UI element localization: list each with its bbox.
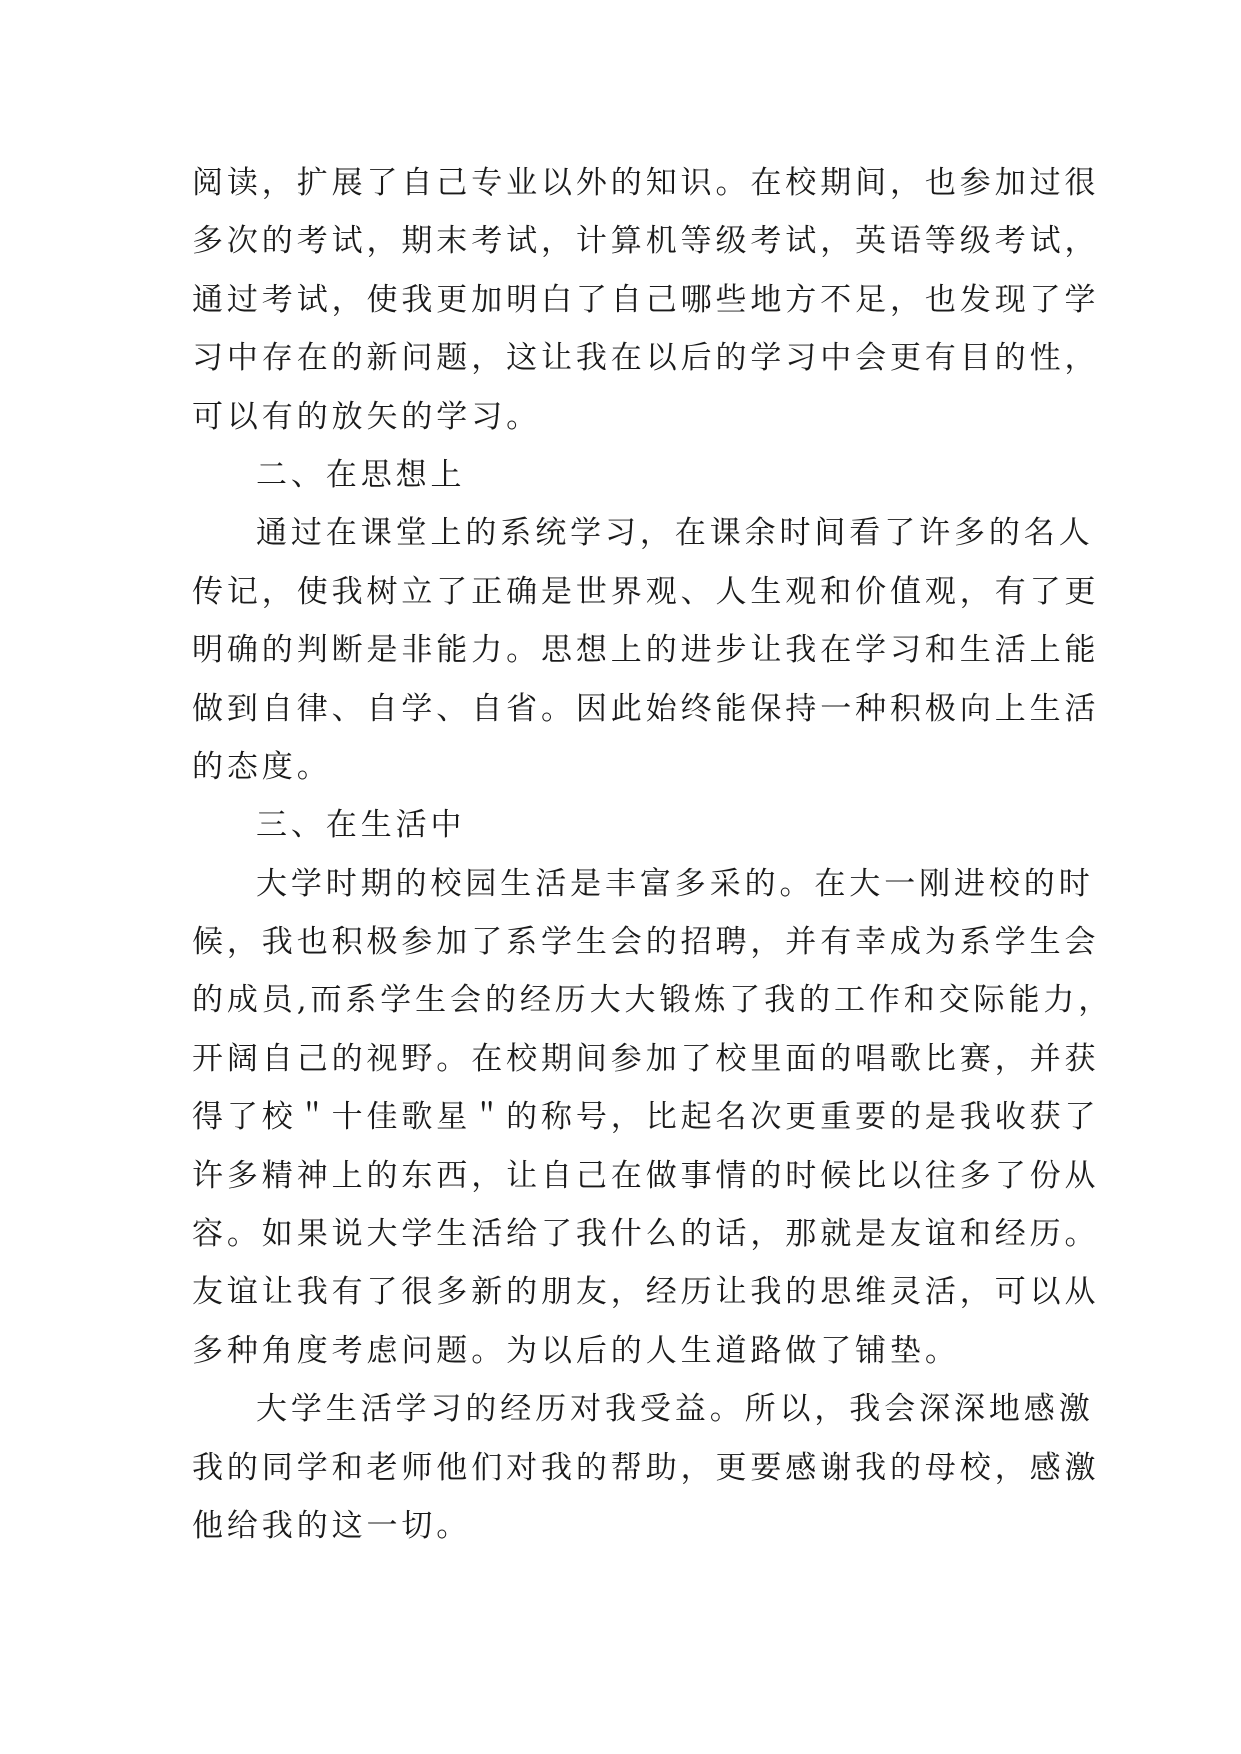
- text-line: 传记，使我树立了正确是世界观、人生观和价值观，有了更: [192, 573, 1100, 610]
- text-line: 明确的判断是非能力。思想上的进步让我在学习和生活上能: [192, 632, 1100, 669]
- text-line: 阅读，扩展了自己专业以外的知识。在校期间，也参加过很: [192, 165, 1100, 201]
- text-line: 多种角度考虑问题。为以后的人生道路做了铺垫。: [192, 1332, 960, 1369]
- text-line: 三、在生活中: [256, 807, 466, 844]
- document-body: [192, 154, 1114, 1555]
- text-line: 二、在思想上: [256, 456, 466, 493]
- text-line: 得了校＂十佳歌星＂的称号，比起名次更重要的是我收获了: [192, 1099, 1100, 1136]
- text-line: 做到自律、自学、自省。因此始终能保持一种积极向上生活: [192, 690, 1100, 727]
- text-line: 友谊让我有了很多新的朋友，经历让我的思维灵活，可以从: [192, 1274, 1100, 1311]
- text-line: 的成员,而系学生会的经历大大锻炼了我的工作和交际能力，: [192, 982, 1114, 1019]
- text-line: 大学生活学习的经历对我受益。所以，我会深深地感激: [256, 1391, 1094, 1428]
- text-line: 他给我的这一切。: [192, 1507, 472, 1544]
- text-line: 的态度。: [192, 748, 332, 785]
- text-line: 多次的考试，期末考试，计算机等级考试，英语等级考试，: [192, 223, 1100, 260]
- text-line: 可以有的放矢的学习。: [192, 398, 541, 435]
- text-line: 开阔自己的视野。在校期间参加了校里面的唱歌比赛，并获: [192, 1040, 1100, 1077]
- text-line: 容。如果说大学生活给了我什么的话，那就是友谊和经历。: [192, 1216, 1100, 1253]
- text-line: 大学时期的校园生活是丰富多采的。在大一刚进校的时: [256, 865, 1094, 902]
- text-line: 许多精神上的东西，让自己在做事情的时候比以往多了份从: [192, 1157, 1100, 1194]
- text-line: 习中存在的新问题，这让我在以后的学习中会更有目的性，: [192, 340, 1100, 377]
- text-line: 通过在课堂上的系统学习，在课余时间看了许多的名人: [256, 515, 1094, 552]
- text-line: 候，我也积极参加了系学生会的招聘，并有幸成为系学生会: [192, 924, 1100, 961]
- text-line: 我的同学和老师他们对我的帮助，更要感谢我的母校，感激: [192, 1449, 1100, 1486]
- text-line: 通过考试，使我更加明白了自己哪些地方不足，也发现了学: [192, 281, 1100, 318]
